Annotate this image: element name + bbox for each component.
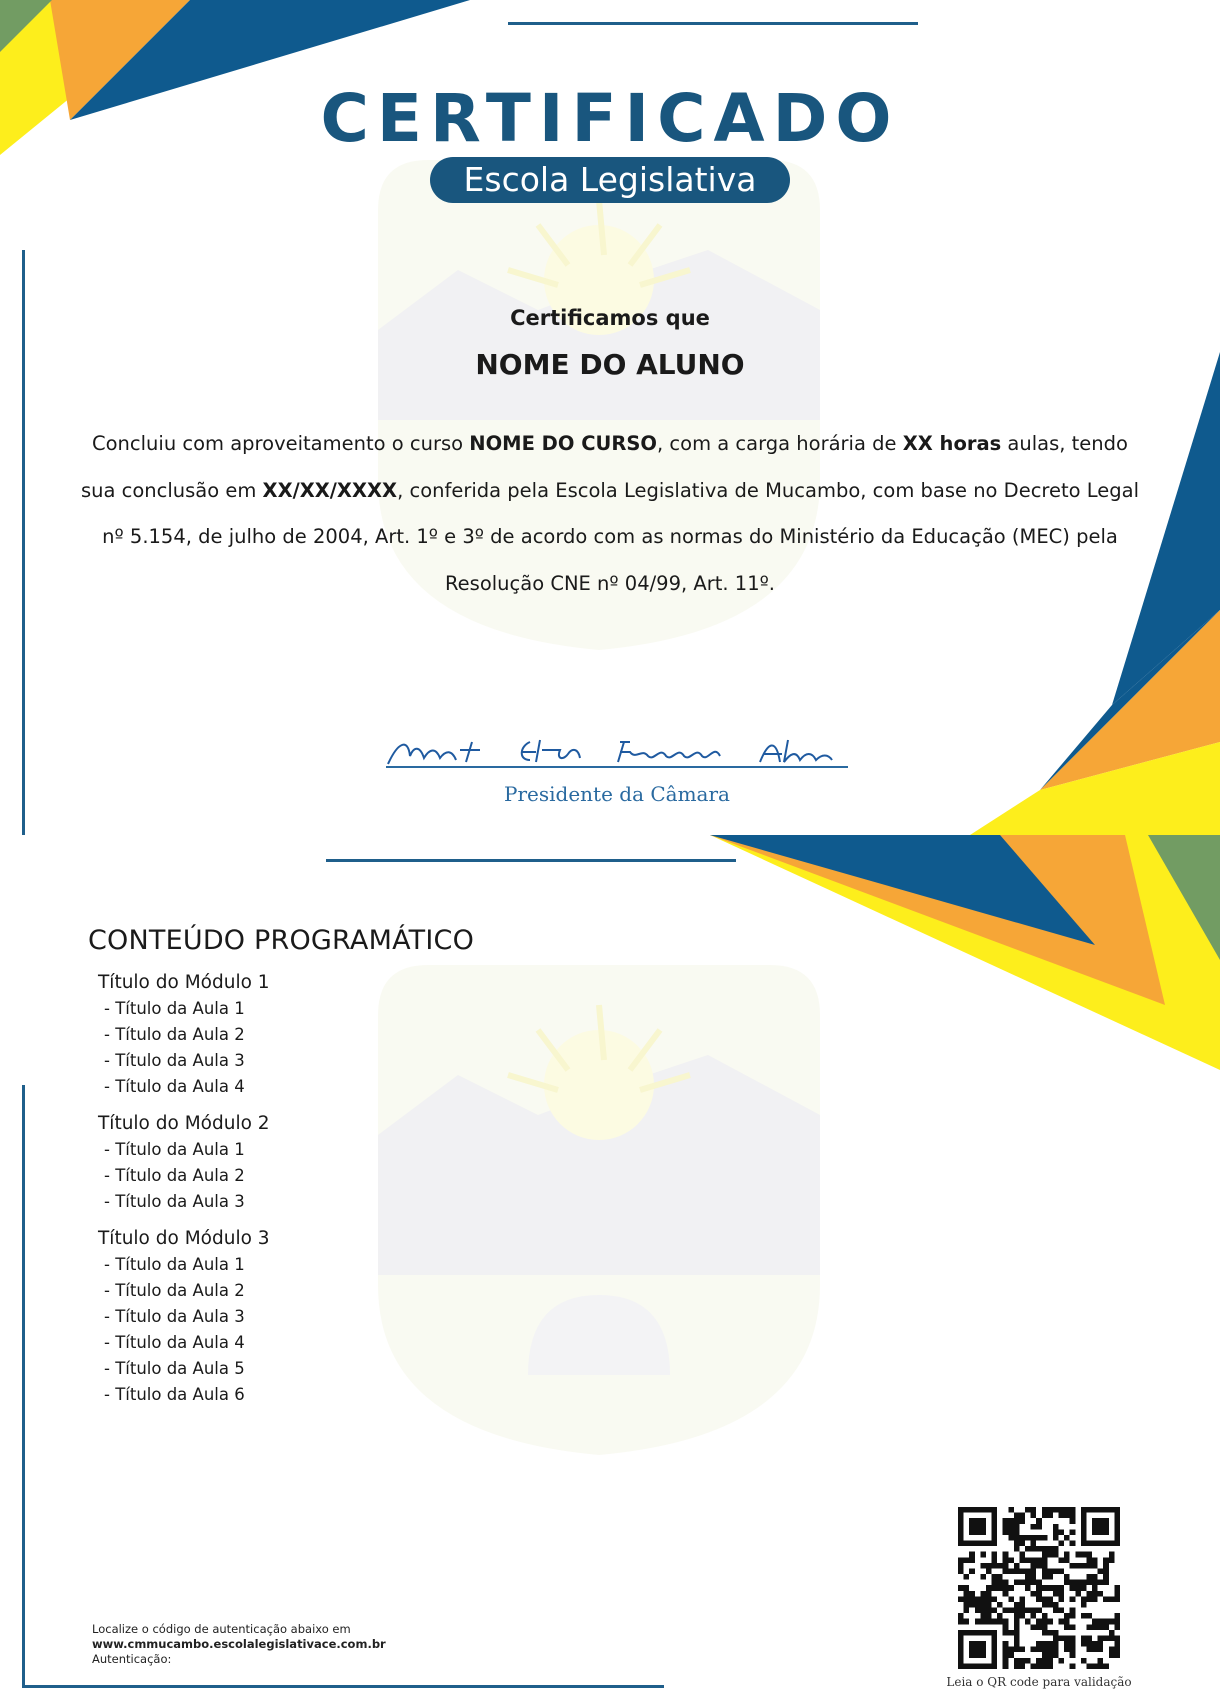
divider-top [508,22,918,25]
module-title: Título do Módulo 2 [98,1113,270,1134]
emblem-watermark-icon [378,965,820,1455]
certificate-title: CERTIFICADO [320,80,900,157]
lesson-item: - Título da Aula 1 [104,999,245,1018]
lesson-item: - Título da Aula 3 [104,1051,245,1070]
lesson-item: - Título da Aula 5 [104,1359,245,1378]
lesson-item: - Título da Aula 1 [104,1140,245,1159]
certificate-intro: Certificamos que [510,306,710,330]
lesson-item: - Título da Aula 3 [104,1307,245,1326]
lesson-item: - Título da Aula 6 [104,1385,245,1404]
authentication-footer [92,1622,386,1667]
footer-instruction: Localize o código de autenticação abaixo em [92,1622,351,1636]
divider-left-lower [22,1085,25,1688]
lesson-item: - Título da Aula 2 [104,1025,245,1044]
course-hours: XX horas [902,432,1002,455]
student-name: NOME DO ALUNO [475,348,745,381]
course-name: NOME DO CURSO [469,432,658,455]
lesson-item: - Título da Aula 2 [104,1166,245,1185]
completion-date: XX/XX/XXXX [262,478,398,502]
lesson-item: - Título da Aula 2 [104,1281,245,1300]
body-part-1: Concluiu com aproveitamento o curso [92,432,470,455]
certificate-body [80,421,1140,607]
lesson-item: - Título da Aula 3 [104,1192,245,1211]
validation-url[interactable]: www.cmmucambo.escolalegislativace.com.br [92,1637,386,1651]
lesson-item: - Título da Aula 4 [104,1333,245,1352]
signature-line [386,766,848,768]
signature-role: Presidente da Câmara [504,782,730,806]
lesson-item: - Título da Aula 4 [104,1077,245,1096]
body-part-4: , conferida pela Escola Legislativa de Mucambo, com base no Decreto Legal nº 5.154, de julho de 2004, Art. 1º e 3º de acordo com as normas do Ministério da Educação (MEC) pela Resolução CNE nº 04/99, Art. 11º. [102,478,1140,595]
divider-bottom [22,1685,664,1688]
divider-left-upper [22,250,25,835]
body-part-3: aulas, tendo sua conclusão em [80,432,1128,502]
school-name-badge: Escola Legislativa [430,157,790,203]
divider-middle [326,859,736,862]
lesson-item: - Título da Aula 1 [104,1255,245,1274]
qr-caption: Leia o QR code para validação [946,1675,1132,1689]
body-part-2: , com a carga horária de [657,432,903,455]
qr-code-icon[interactable] [958,1507,1120,1669]
module-title: Título do Módulo 1 [98,972,270,993]
module-title: Título do Módulo 3 [98,1228,270,1249]
program-title: CONTEÚDO PROGRAMÁTICO [88,925,475,956]
authentication-label: Autenticação: [92,1652,172,1666]
